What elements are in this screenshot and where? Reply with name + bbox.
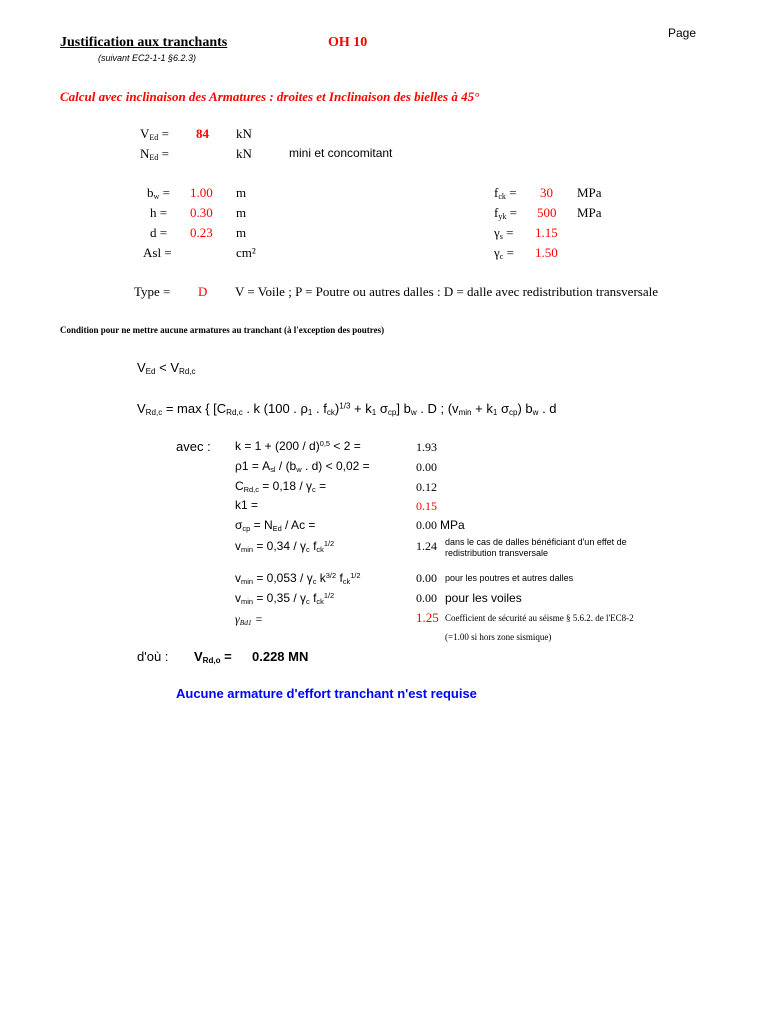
avec-expr-sigma-cp: $\sigma_{cp} = N_{Ed} / Ac$ = [235, 518, 316, 533]
page-title: Justification aux tranchants [60, 35, 228, 50]
avec-expr-k1: k1 = [235, 498, 259, 512]
type-label: Type = [134, 284, 171, 299]
ved-unit: kN [236, 126, 252, 141]
condition-heading: Condition pour ne mettre aucune armatures au tranchant (à l'exception des poutres) [60, 325, 385, 335]
avec-value-vmin-poutres: 0.00 [416, 571, 437, 585]
ned-unit: kN [236, 146, 252, 161]
h-unit: m [236, 205, 247, 220]
ved-value: 84 [196, 126, 209, 141]
fyk-value: 500 [537, 205, 557, 220]
fyk-label: $f_{yk}$ = [494, 205, 517, 221]
avec-value-vmin-voiles: 0.00 [416, 591, 437, 605]
bw-unit: m [236, 185, 247, 200]
d-unit: m [236, 225, 247, 240]
avec-expr-k: k = 1 + (200 / d)$^{0,5}$ < 2 = [235, 438, 361, 453]
fck-label: $f_{ck}$ = [494, 185, 517, 201]
avec-value-crdc: 0.12 [416, 480, 437, 494]
avec-expr-gamma-bd1: $\gamma_{Bd1}$ = [235, 612, 263, 627]
fck-value: 30 [540, 185, 553, 200]
avec-value-k: 1.93 [416, 440, 437, 454]
asl-label: Asl = [143, 245, 172, 260]
avec-note-gamma-bd1: Coefficient de sécurité au séisme § 5.6.2. de l'EC8-2 [445, 613, 634, 623]
conclusion-text: Aucune armature d'effort tranchant n'est requise [176, 686, 477, 701]
avec-note-vmin-dalles: dans le cas de dalles bénéficiant d'un effet de [445, 537, 627, 547]
page-label: Page [668, 26, 697, 40]
vrdc-formula: $V_{Rd,c} = \max$ { [$C_{Rd,c}$ . k (100 . $\rho_1$ . $f_{ck})^{1/3} + k_1$ $\sigma_{cp}$] $b_w$ . D ; ($v_{min} + k_1$ $\sigma_{cp}$) $b_w$ . d [137, 401, 557, 417]
d-label: d = [150, 225, 168, 240]
h-label: h = [150, 205, 168, 220]
fyk-unit: MPa [577, 205, 602, 220]
avec-expr-vmin-poutres: $v_{min} = 0,053 / \gamma_c$ $k^{3/2}$ $f_{ck}^{1/2}$ [235, 570, 361, 586]
type-legend: V = Voile ; P = Poutre ou autres dalles : D = dalle avec redistribution transversale [235, 284, 658, 299]
h-value: 0.30 [190, 205, 213, 220]
gamma-c-label: $\gamma_c$ = [494, 245, 514, 261]
ned-note: mini et concomitant [289, 146, 393, 160]
ned-label: $N_{Ed}$ = [140, 146, 169, 162]
avec-value-sigma-cp: 0.00 MPa [416, 518, 465, 532]
avec-value-gamma-bd1: 1.25 [416, 610, 439, 625]
vrd-result: $V_{Rd,o}$ = [194, 649, 232, 665]
avec-note-vmin-poutres: pour les poutres et autres dalles [445, 573, 574, 583]
avec-expr-rho1: $\rho 1 = A_{sl} / (b_w$ . d) < 0,02 = [235, 459, 370, 474]
condition-inequality: $V_{Ed} < V_{Rd,c}$ [137, 360, 196, 376]
d-value: 0.23 [190, 225, 213, 240]
gamma-c-value: 1.50 [535, 245, 558, 260]
avec-expr-vmin-voiles: $v_{min} = 0,35 / \gamma_c$ $f_{ck}^{1/2}$ [235, 590, 335, 606]
avec-note-hors-zone: (=1.00 si hors zone sismique) [445, 632, 552, 642]
fck-unit: MPa [577, 185, 602, 200]
gamma-s-label: $\gamma_s$ = [494, 225, 514, 241]
bw-label: $b_w$ = [147, 185, 170, 201]
bw-value: 1.00 [190, 185, 213, 200]
ved-label: $V_{Ed}$ = [140, 126, 169, 142]
reference-code: OH 10 [328, 35, 368, 50]
asl-unit: cm² [236, 245, 256, 260]
dou-label: d'où : [137, 649, 169, 664]
vrd-result-value: 0.228 MN [252, 649, 309, 664]
avec-expr-vmin-dalles: $v_{min} = 0,34 / \gamma_c$ $f_{ck}^{1/2}$ [235, 538, 335, 554]
calc-heading: Calcul avec inclinaison des Armatures : droites et Inclinaison des bielles à 45° [60, 89, 480, 104]
type-value: D [198, 284, 208, 299]
avec-expr-crdc: $C_{Rd,c} = 0,18 / \gamma_c$ = [235, 479, 327, 494]
avec-note-vmin-dalles-2: redistribution transversale [445, 548, 549, 558]
avec-value-rho1: 0.00 [416, 460, 437, 474]
gamma-s-value: 1.15 [535, 225, 558, 240]
avec-label: avec : [176, 439, 211, 454]
avec-value-vmin-dalles: 1.24 [416, 539, 437, 553]
subtitle: (suivant EC2-1-1 §6.2.3) [98, 53, 197, 63]
avec-note-vmin-voiles: pour les voiles [445, 591, 522, 605]
avec-value-k1: 0.15 [416, 499, 437, 513]
